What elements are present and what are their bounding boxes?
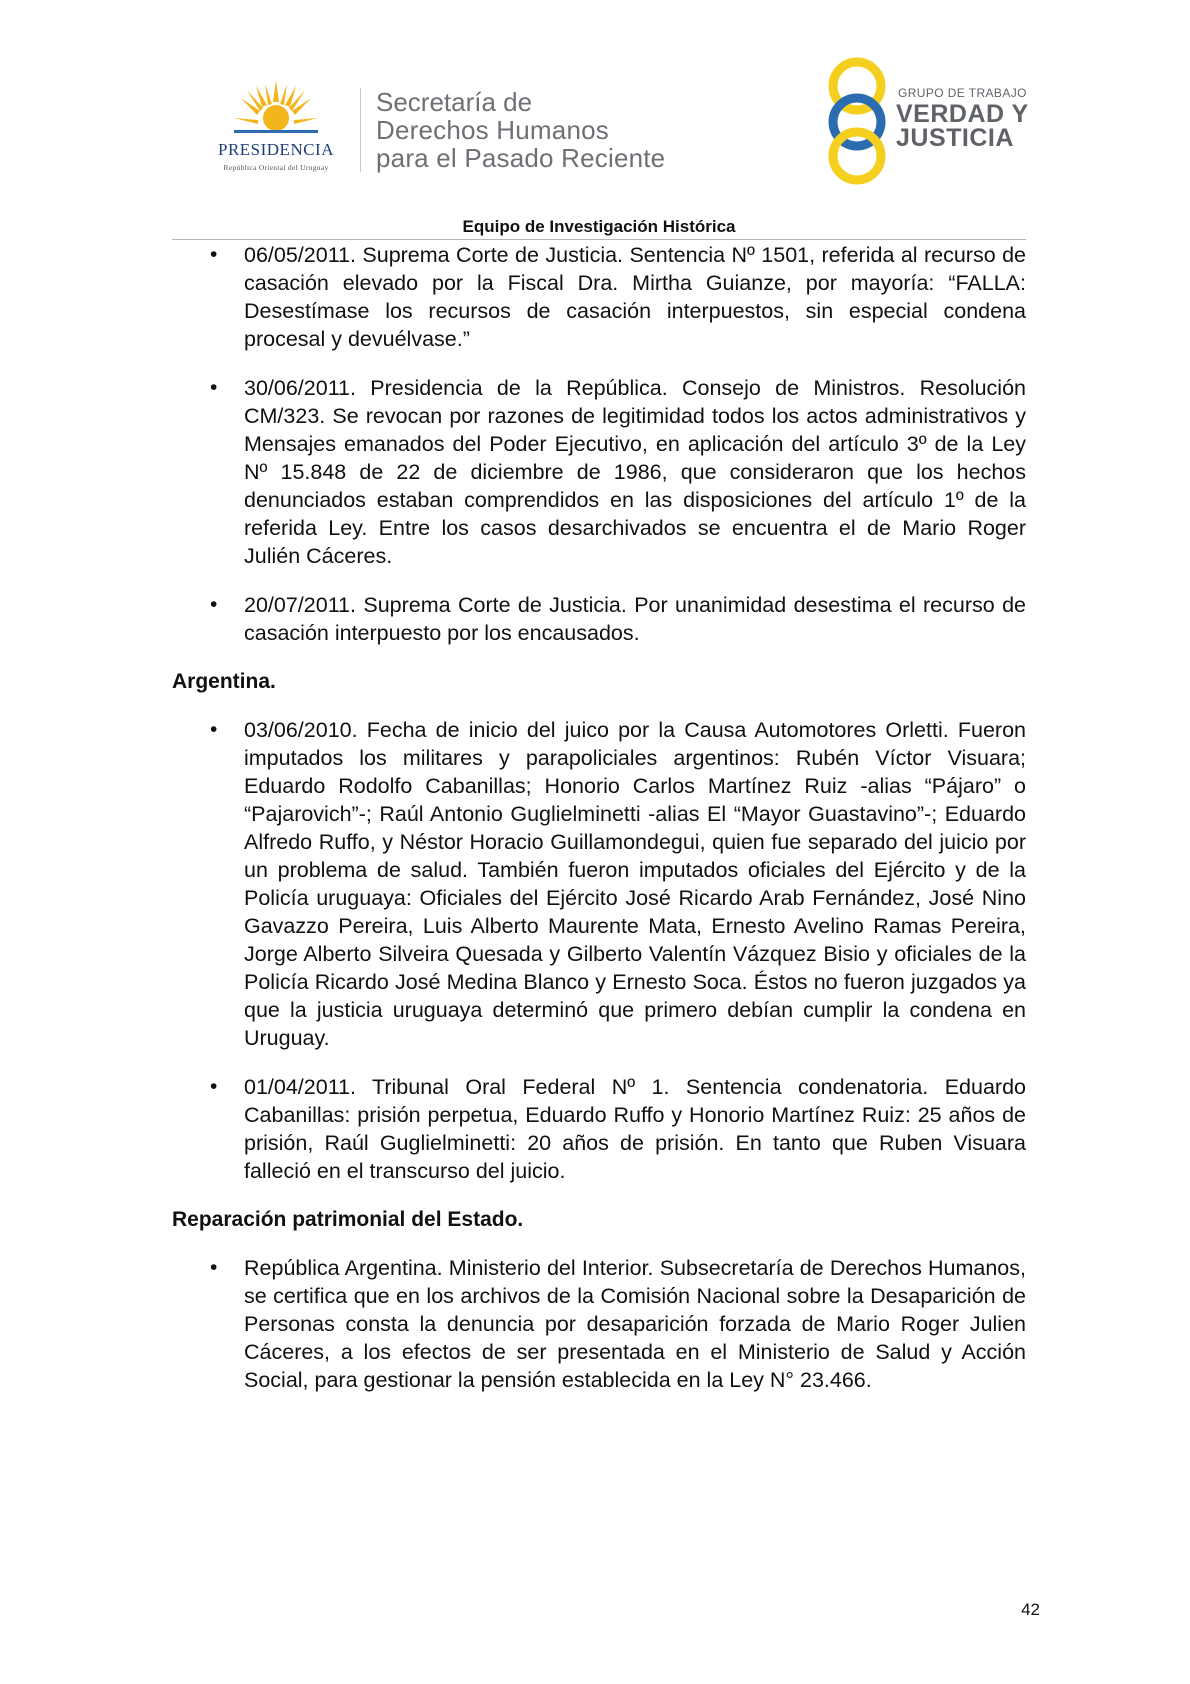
presidencia-name: PRESIDENCIA (217, 140, 334, 159)
list-item-text: 06/05/2011. Suprema Corte de Justicia. Sentencia Nº 1501, referida al recurso de casación elevado por la Fiscal Dra. Mirtha Guianze, por mayoría: “FALLA: Desestímase los recursos de casación interpuestos, sin especial condena procesal y devuélvase.” (244, 243, 1026, 351)
list-item (172, 1254, 1026, 1394)
bullet-list-3 (172, 1254, 1026, 1394)
bullet-icon: • (210, 1256, 218, 1279)
bullet-icon: • (210, 243, 218, 266)
list-item (172, 591, 1026, 647)
section-heading-argentina: Argentina. (172, 670, 276, 693)
bullet-icon: • (210, 1075, 218, 1098)
list-item-text: 20/07/2011. Suprema Corte de Justicia. Por unanimidad desestima el recurso de casación interpuesto por los encausados. (244, 593, 1026, 645)
bullet-icon: • (210, 593, 218, 616)
header-rule (172, 239, 1026, 240)
bullet-icon: • (210, 718, 218, 741)
document-body (172, 241, 1026, 1415)
secretaria-line-1: Secretaría de (376, 87, 533, 117)
section-heading-reparacion: Reparación patrimonial del Estado. (172, 1208, 524, 1231)
list-item-text: 30/06/2011. Presidencia de la República. Consejo de Ministros. Resolución CM/323. Se revocan por razones de legitimidad todos los actos administrativos y Mensajes emanados del Poder Ejecutivo, en aplicación del artículo 3º de la Ley Nº 15.848 de 22 de diciembre de 1986, que consideraron que los hechos denunciados estaban comprendidos en las disposiciones del artículo 1º de la referida Ley. Entre los casos desarchivados se encuentra el de Mario Roger Julién Cáceres. (244, 376, 1026, 568)
grupo-line-2: VERDAD Y (896, 100, 1029, 128)
page-number: 42 (1021, 1600, 1040, 1619)
secretaria-wordmark (376, 88, 736, 172)
header-divider (360, 88, 361, 172)
bullet-list-2 (172, 716, 1026, 1185)
bullet-list-1 (172, 241, 1026, 647)
grupo-line-1: GRUPO DE TRABAJO (898, 86, 1027, 100)
presidencia-logo (196, 78, 356, 178)
document-heading: Equipo de Investigación Histórica (462, 217, 736, 236)
presidencia-subtitle: República Oriental del Uruguay (223, 163, 329, 172)
bullet-icon: • (210, 376, 218, 399)
secretaria-line-3: para el Pasado Reciente (376, 143, 666, 173)
list-item-text: 03/06/2010. Fecha de inicio del juico por la Causa Automotores Orletti. Fueron imputados los militares y parapoliciales argentinos: Rubén Víctor Visuara; Eduardo Rodolfo Cabanillas; Honorio Carlos Martínez Ruiz -alias “Pájaro” o “Pajarovich”-; Raúl Antonio Guglielminetti -alias El “Mayor Guastavino”-; Eduardo Alfredo Ruffo, y Néstor Horacio Guillamondegui, quien fue separado del juicio por un problema de salud. También fueron imputados oficiales del Ejército y de la Policía uruguaya: Oficiales del Ejército José Ricardo Arab Fernández, José Nino Gavazzo Pereira, Luis Alberto Maurente Mata, Ernesto Avelino Ramas Pereira, Jorge Alberto Silveira Quesada y Gilberto Valentín Vázquez Bisio y oficiales de la Policía Ricardo José Medina Blanco y Ernesto Soca. Éstos no fueron juzgados ya que la justicia uruguaya determinó que primero debían cumplir la condena en Uruguay. (244, 718, 1026, 1050)
secretaria-line-2: Derechos Humanos (376, 115, 609, 145)
list-item (172, 1073, 1026, 1185)
grupo-line-3: JUSTICIA (896, 124, 1014, 152)
list-item-text: 01/04/2011. Tribunal Oral Federal Nº 1. Sentencia condenatoria. Eduardo Cabanillas: prisión perpetua, Eduardo Ruffo y Honorio Martínez Ruiz: 25 años de prisión, Raúl Guglielminetti: 20 años de prisión. En tanto que Ruben Visuara falleció en el transcurso del juicio. (244, 1075, 1026, 1183)
rings-icon (820, 56, 894, 186)
page-header (0, 0, 1190, 240)
list-item (172, 716, 1026, 1052)
list-item-text: República Argentina. Ministerio del Interior. Subsecretaría de Derechos Humanos, se certifica que en los archivos de la Comisión Nacional sobre la Desaparición de Personas consta la denuncia por desaparición forzada de Mario Roger Julien Cáceres, a los efectos de ser presentada en el Ministerio de Salud y Acción Social, para gestionar la pensión establecida en la Ley N° 23.466. (244, 1256, 1026, 1392)
list-item (172, 374, 1026, 570)
sun-icon (234, 78, 318, 138)
grupo-verdad-justicia-logo (820, 56, 1040, 186)
list-item (172, 241, 1026, 353)
